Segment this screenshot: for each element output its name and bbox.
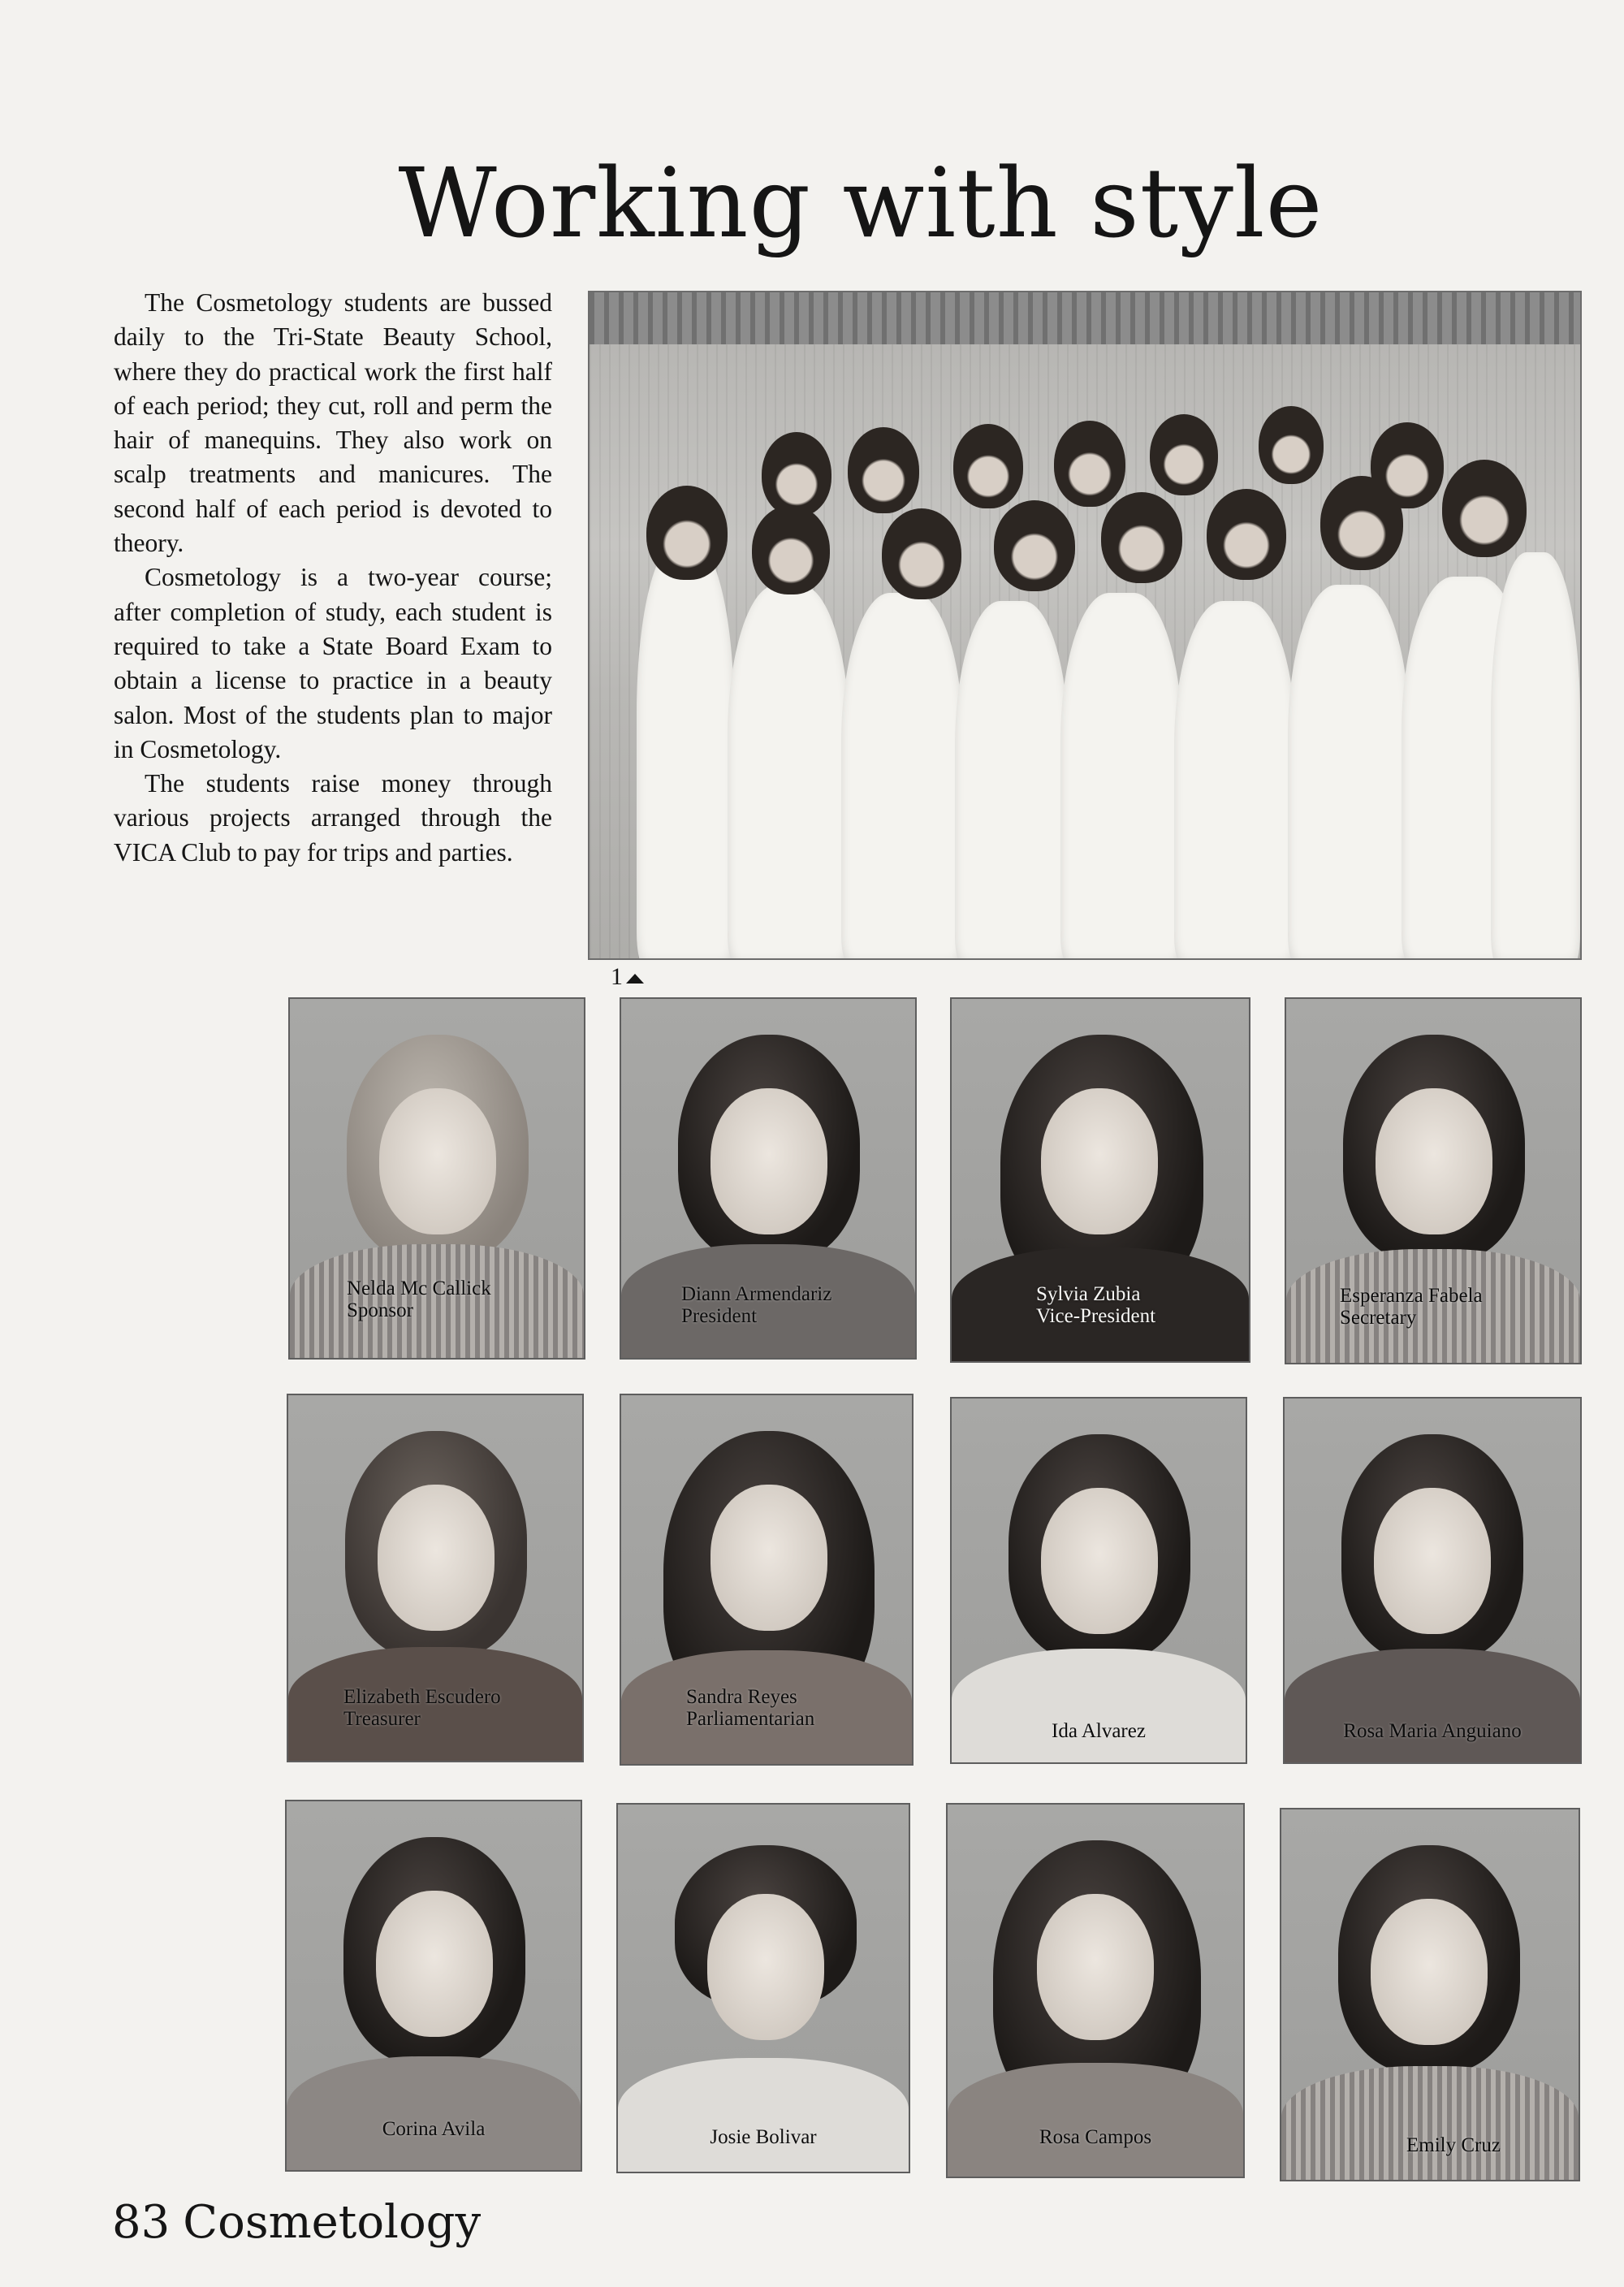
portrait-caption <box>952 1283 1249 1327</box>
portrait-caption <box>287 2118 581 2140</box>
portrait-caption <box>948 2126 1243 2148</box>
page-title: Working with style <box>398 147 1324 259</box>
page-number: 83 <box>112 2196 171 2249</box>
portrait-caption <box>1286 1285 1580 1329</box>
paragraph-3: The students raise money through various projects arranged through the VICA Club to pay for trips and parties. <box>114 769 552 867</box>
building-roof <box>590 292 1580 344</box>
portrait-name: Sylvia Zubia <box>1036 1283 1141 1305</box>
portrait-role: Parliamentarian <box>686 1708 815 1730</box>
portrait-role: Sponsor <box>347 1299 413 1321</box>
section-name: Cosmetology <box>183 2196 482 2249</box>
portrait-caption <box>621 1283 915 1327</box>
portrait-name: Sandra Reyes <box>686 1686 797 1708</box>
portrait-diann-armendariz <box>620 997 917 1360</box>
portrait-name: Emily Cruz <box>1406 2134 1501 2156</box>
portrait-name: Esperanza Fabela <box>1340 1285 1483 1307</box>
portrait-role: Vice-President <box>1036 1305 1156 1327</box>
portrait-josie-bolivar <box>616 1803 910 2173</box>
portrait-corina-avila <box>285 1800 582 2172</box>
portrait-ida-alvarez <box>950 1397 1247 1764</box>
photo-number-label: 1 <box>611 963 623 990</box>
paragraph-2: Cosmetology is a two-year course; after completion of study, each student is required to take a State Board Exam to obtain a license to practice in a beauty salon. Most of the students plan to major in Cosmetology. <box>114 563 552 763</box>
arrow-up-icon <box>626 974 644 984</box>
portrait-name: Elizabeth Escudero <box>343 1686 501 1708</box>
portrait-sylvia-zubia <box>950 997 1250 1363</box>
page-footer <box>112 2194 481 2251</box>
portrait-esperanza-fabela <box>1285 997 1582 1364</box>
portrait-role: Treasurer <box>343 1708 421 1730</box>
portrait-sandra-reyes <box>620 1394 914 1766</box>
portrait-role: President <box>681 1305 758 1327</box>
portrait-name: Rosa Maria Anguiano <box>1343 1720 1522 1742</box>
group-photo <box>588 291 1582 960</box>
portrait-caption <box>290 1278 584 1321</box>
portrait-nelda-mc-callick <box>288 997 585 1360</box>
portrait-rosa-campos <box>946 1803 1245 2178</box>
portrait-name: Rosa Campos <box>1039 2126 1152 2148</box>
portrait-caption <box>618 2126 909 2148</box>
portrait-name: Nelda Mc Callick <box>347 1278 491 1299</box>
portrait-emily-cruz <box>1280 1808 1580 2181</box>
portrait-caption <box>1285 1720 1580 1742</box>
portrait-rosa-maria-anguiano <box>1283 1397 1582 1764</box>
portrait-name: Corina Avila <box>382 2118 486 2140</box>
portrait-role: Secretary <box>1340 1307 1417 1329</box>
portrait-caption <box>288 1686 582 1730</box>
photo-number <box>611 963 644 991</box>
portrait-elizabeth-escudero <box>287 1394 584 1762</box>
portrait-name: Diann Armendariz <box>681 1283 832 1305</box>
portrait-caption <box>1281 2134 1579 2156</box>
paragraph-1: The Cosmetology students are bussed daily to the Tri-State Beauty School, where they do practical work the first half of each period; they cut, roll and perm the hair of manequins. They also work on scalp treatments and manicures. The second half of each period is devoted to theory. <box>114 288 552 558</box>
portrait-caption <box>621 1686 912 1730</box>
portrait-caption <box>952 1720 1246 1742</box>
portrait-name: Josie Bolivar <box>710 2126 817 2148</box>
article-text <box>114 286 552 870</box>
portrait-name: Ida Alvarez <box>1052 1720 1146 1742</box>
